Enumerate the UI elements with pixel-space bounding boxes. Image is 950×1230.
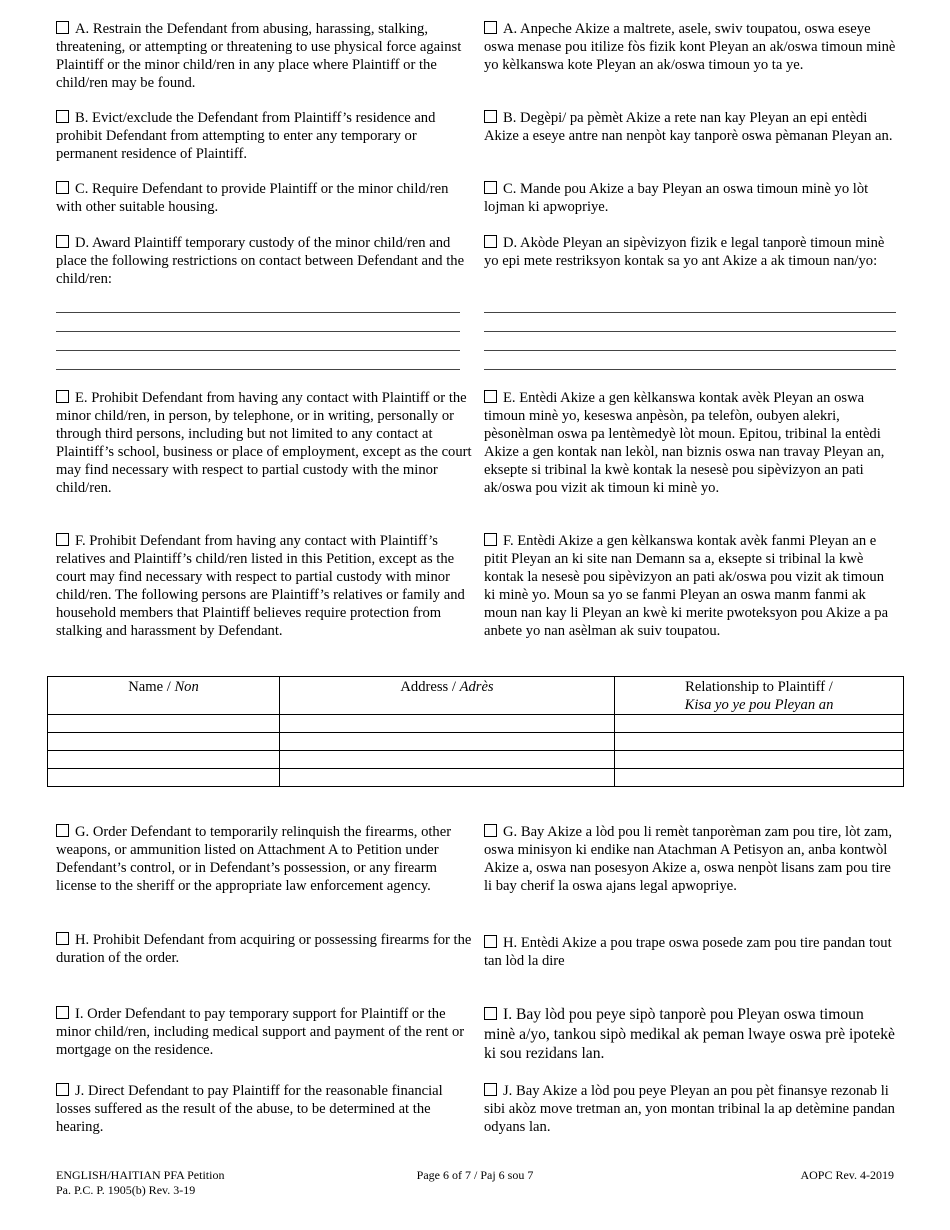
item-c-haitian: [484, 180, 896, 216]
relationship-cell[interactable]: [615, 715, 904, 733]
header-name: Name / Non: [48, 677, 280, 715]
address-cell[interactable]: [280, 715, 615, 733]
checkbox-a-english[interactable]: [56, 21, 69, 34]
restriction-line-4-haitian[interactable]: [484, 369, 896, 370]
restriction-line-3-haitian[interactable]: [484, 350, 896, 351]
header-address: Address / Adrès: [280, 677, 615, 715]
footer-form-title: ENGLISH/HAITIAN PFA Petition: [56, 1168, 225, 1182]
name-cell[interactable]: [48, 715, 280, 733]
item-d-haitian: [484, 234, 896, 270]
restriction-line-1-haitian[interactable]: [484, 312, 896, 313]
item-j-english: [56, 1082, 474, 1136]
item-c-haitian-text: C. Mande pou Akize a bay Pleyan an oswa timoun minè yo lòt lojman ki apwopriye.: [484, 181, 869, 215]
item-e-haitian: [484, 389, 896, 497]
footer-revision: AOPC Rev. 4-2019: [800, 1168, 894, 1182]
checkbox-i-english[interactable]: [56, 1006, 69, 1019]
item-f-english: [56, 532, 474, 640]
checkbox-d-english[interactable]: [56, 235, 69, 248]
table-row: [48, 751, 904, 769]
relationship-cell[interactable]: [615, 751, 904, 769]
name-cell[interactable]: [48, 733, 280, 751]
checkbox-j-haitian[interactable]: [484, 1083, 497, 1096]
checkbox-b-english[interactable]: [56, 110, 69, 123]
restriction-line-2-haitian[interactable]: [484, 331, 896, 332]
item-h-english-text: H. Prohibit Defendant from acquiring or possessing firearms for the duration of the order.: [56, 932, 472, 966]
item-c-english-text: C. Require Defendant to provide Plaintiff or the minor child/ren with other suitable housing.: [56, 181, 449, 215]
item-f-haitian: [484, 532, 896, 640]
item-h-haitian-text: H. Entèdi Akize a pou trape oswa posede zam pou tire pandan tout tan lòd la dire: [484, 935, 892, 969]
item-b-haitian-text: B. Degèpi/ pa pèmèt Akize a rete nan kay Pleyan an epi entèdi Akize a eseye antre nan nenpòt kay tanporè oswa pèmanan Pleyan an.: [484, 110, 893, 144]
item-d-english: [56, 234, 474, 288]
item-a-haitian-text: A. Anpeche Akize a maltrete, asele, swiv toupatou, oswa eseye oswa menase pou itilize fòs fizik kont Pleyan an ak/oswa timoun minè yo kèlkanswa kote Pleyan an ak/oswa timoun yo ta ye.: [484, 21, 896, 73]
checkbox-i-haitian[interactable]: [484, 1007, 497, 1020]
item-b-haitian: [484, 109, 896, 145]
item-f-haitian-text: F. Entèdi Akize a gen kèlkanswa kontak avèk fanmi Pleyan an e pitit Pleyan an ki site nan Demann sa a, eksepte si tribinal la kwè kontak la nesesè pou sipèvizyon an pati ak/oswa pou vizit ak timoun ki minè yo. Moun sa yo se fanmi Pleyan an oswa manm fanmi ak moun nan kay li Pleyan an kwè ki merite pwoteksyon pou Akize a pa anbete yo nan asèlman ak suiv toupatou.: [484, 533, 889, 639]
table-row: [48, 733, 904, 751]
checkbox-f-english[interactable]: [56, 533, 69, 546]
checkbox-h-haitian[interactable]: [484, 935, 497, 948]
item-a-english: [56, 20, 474, 92]
checkbox-e-english[interactable]: [56, 390, 69, 403]
checkbox-g-haitian[interactable]: [484, 824, 497, 837]
relationship-cell[interactable]: [615, 769, 904, 787]
item-e-english-text: E. Prohibit Defendant from having any contact with Plaintiff or the minor child/ren, in person, by telephone, or in writing, personally or through third persons, including but not limited to any contact at Plaintiff’s school, business or place of employment, except as the court may find necessary with respect to partial custody with the minor child/ren.: [56, 390, 472, 496]
address-cell[interactable]: [280, 733, 615, 751]
checkbox-d-haitian[interactable]: [484, 235, 497, 248]
item-g-english: [56, 823, 474, 895]
item-j-english-text: J. Direct Defendant to pay Plaintiff for the reasonable financial losses suffered as the result of the abuse, to be determined at the hearing.: [56, 1083, 443, 1135]
item-h-haitian: [484, 934, 896, 970]
relationship-cell[interactable]: [615, 733, 904, 751]
item-i-haitian: [484, 1005, 896, 1064]
item-g-haitian-text: G. Bay Akize a lòd pou li remèt tanporèman zam pou tire, lòt zam, oswa minisyon ki endike nan Atachman A Petisyon an, anba kontwòl Akize a, oswa nan posesyon Akize a, oswa nenpòt lisans zam pou tire li bay cherif la oswa ajans legal apwopriye.: [484, 824, 893, 894]
restriction-line-4-english[interactable]: [56, 369, 460, 370]
table-row: [48, 769, 904, 787]
item-a-english-text: A. Restrain the Defendant from abusing, harassing, stalking, threatening, or attempting or threatening to use physical force against Plaintiff or the minor child/ren in any place where Plaintiff or the child/ren may be found.: [56, 21, 462, 91]
item-i-english-text: I. Order Defendant to pay temporary support for Plaintiff or the minor child/ren, including medical support and payment of the rent or mortgage on the residence.: [56, 1006, 465, 1058]
item-g-haitian: [484, 823, 896, 895]
restriction-line-1-english[interactable]: [56, 312, 460, 313]
item-j-haitian: [484, 1082, 896, 1136]
item-d-haitian-text: D. Akòde Pleyan an sipèvizyon fizik e legal tanporè timoun minè yo epi mete restriksyon kontak sa yo ant Akize a ak timoun nan/yo:: [484, 235, 885, 269]
item-a-haitian: [484, 20, 896, 74]
footer-page-number: Page 6 of 7 / Paj 6 sou 7: [416, 1168, 534, 1182]
header-relationship: Relationship to Plaintiff / Kisa yo ye pou Pleyan an: [615, 677, 904, 715]
table-header-row: [48, 677, 904, 715]
item-c-english: [56, 180, 474, 216]
checkbox-c-haitian[interactable]: [484, 181, 497, 194]
item-e-haitian-text: E. Entèdi Akize a gen kèlkanswa kontak avèk Pleyan an oswa timoun minè yo, keseswa anpèsòn, pa telefòn, oubyen alekri, pèsonèlman oswa pa lentèmedyè lòt moun. Epitou, tribinal la entèdi Akize a gen kontak nan lekòl, nan biznis oswa nan travay Pleyan an, eksepte si tribinal la kwè kontak la nesesè pou sipèvizyon an pati ak/oswa pou vizit ak timoun ki minè yo.: [484, 390, 885, 496]
item-b-english-text: B. Evict/exclude the Defendant from Plaintiff’s residence and prohibit Defendant from attempting to enter any temporary or permanent residence of Plaintiff.: [56, 110, 436, 162]
checkbox-j-english[interactable]: [56, 1083, 69, 1096]
checkbox-b-haitian[interactable]: [484, 110, 497, 123]
checkbox-f-haitian[interactable]: [484, 533, 497, 546]
item-e-english: [56, 389, 474, 497]
checkbox-e-haitian[interactable]: [484, 390, 497, 403]
item-g-english-text: G. Order Defendant to temporarily relinquish the firearms, other weapons, or ammunition listed on Attachment A to Petition under Defendant’s control, or in Defendant’s possession, or any firearm license to the sheriff or the appropriate law enforcement agency.: [56, 824, 452, 894]
address-cell[interactable]: [280, 751, 615, 769]
name-cell[interactable]: [48, 751, 280, 769]
item-b-english: [56, 109, 474, 163]
item-h-english: [56, 931, 474, 967]
item-d-english-text: D. Award Plaintiff temporary custody of the minor child/ren and place the following restrictions on contact between Defendant and the child/ren:: [56, 235, 465, 287]
restriction-line-3-english[interactable]: [56, 350, 460, 351]
checkbox-g-english[interactable]: [56, 824, 69, 837]
address-cell[interactable]: [280, 769, 615, 787]
item-i-haitian-text: I. Bay lòd pou peye sipò tanporè pou Pleyan oswa timoun minè a/yo, tankou sipò medikal ak peman lwaye oswa prè ipotekè ki sou rezidans lan.: [484, 1006, 895, 1062]
checkbox-c-english[interactable]: [56, 181, 69, 194]
relatives-table: [47, 676, 904, 787]
item-i-english: [56, 1005, 474, 1059]
item-f-english-text: F. Prohibit Defendant from having any contact with Plaintiff’s relatives and Plaintiff’s child/ren listed in this Petition, except as the court may find necessary with respect to partial custody with minor child/ren. The following persons are Plaintiff’s relatives or family and household members that Plaintiff believes require protection from stalking and harassment by Defendant.: [56, 533, 465, 639]
checkbox-a-haitian[interactable]: [484, 21, 497, 34]
item-j-haitian-text: J. Bay Akize a lòd pou peye Pleyan an pou pèt finansye rezonab li sibi akòz move tretman an, yon montan tribinal la ap detèmine pandan odyans lan.: [484, 1083, 895, 1135]
table-row: [48, 715, 904, 733]
restriction-line-2-english[interactable]: [56, 331, 460, 332]
checkbox-h-english[interactable]: [56, 932, 69, 945]
name-cell[interactable]: [48, 769, 280, 787]
footer-rule-ref: Pa. P.C. P. 1905(b) Rev. 3-19: [56, 1183, 196, 1197]
